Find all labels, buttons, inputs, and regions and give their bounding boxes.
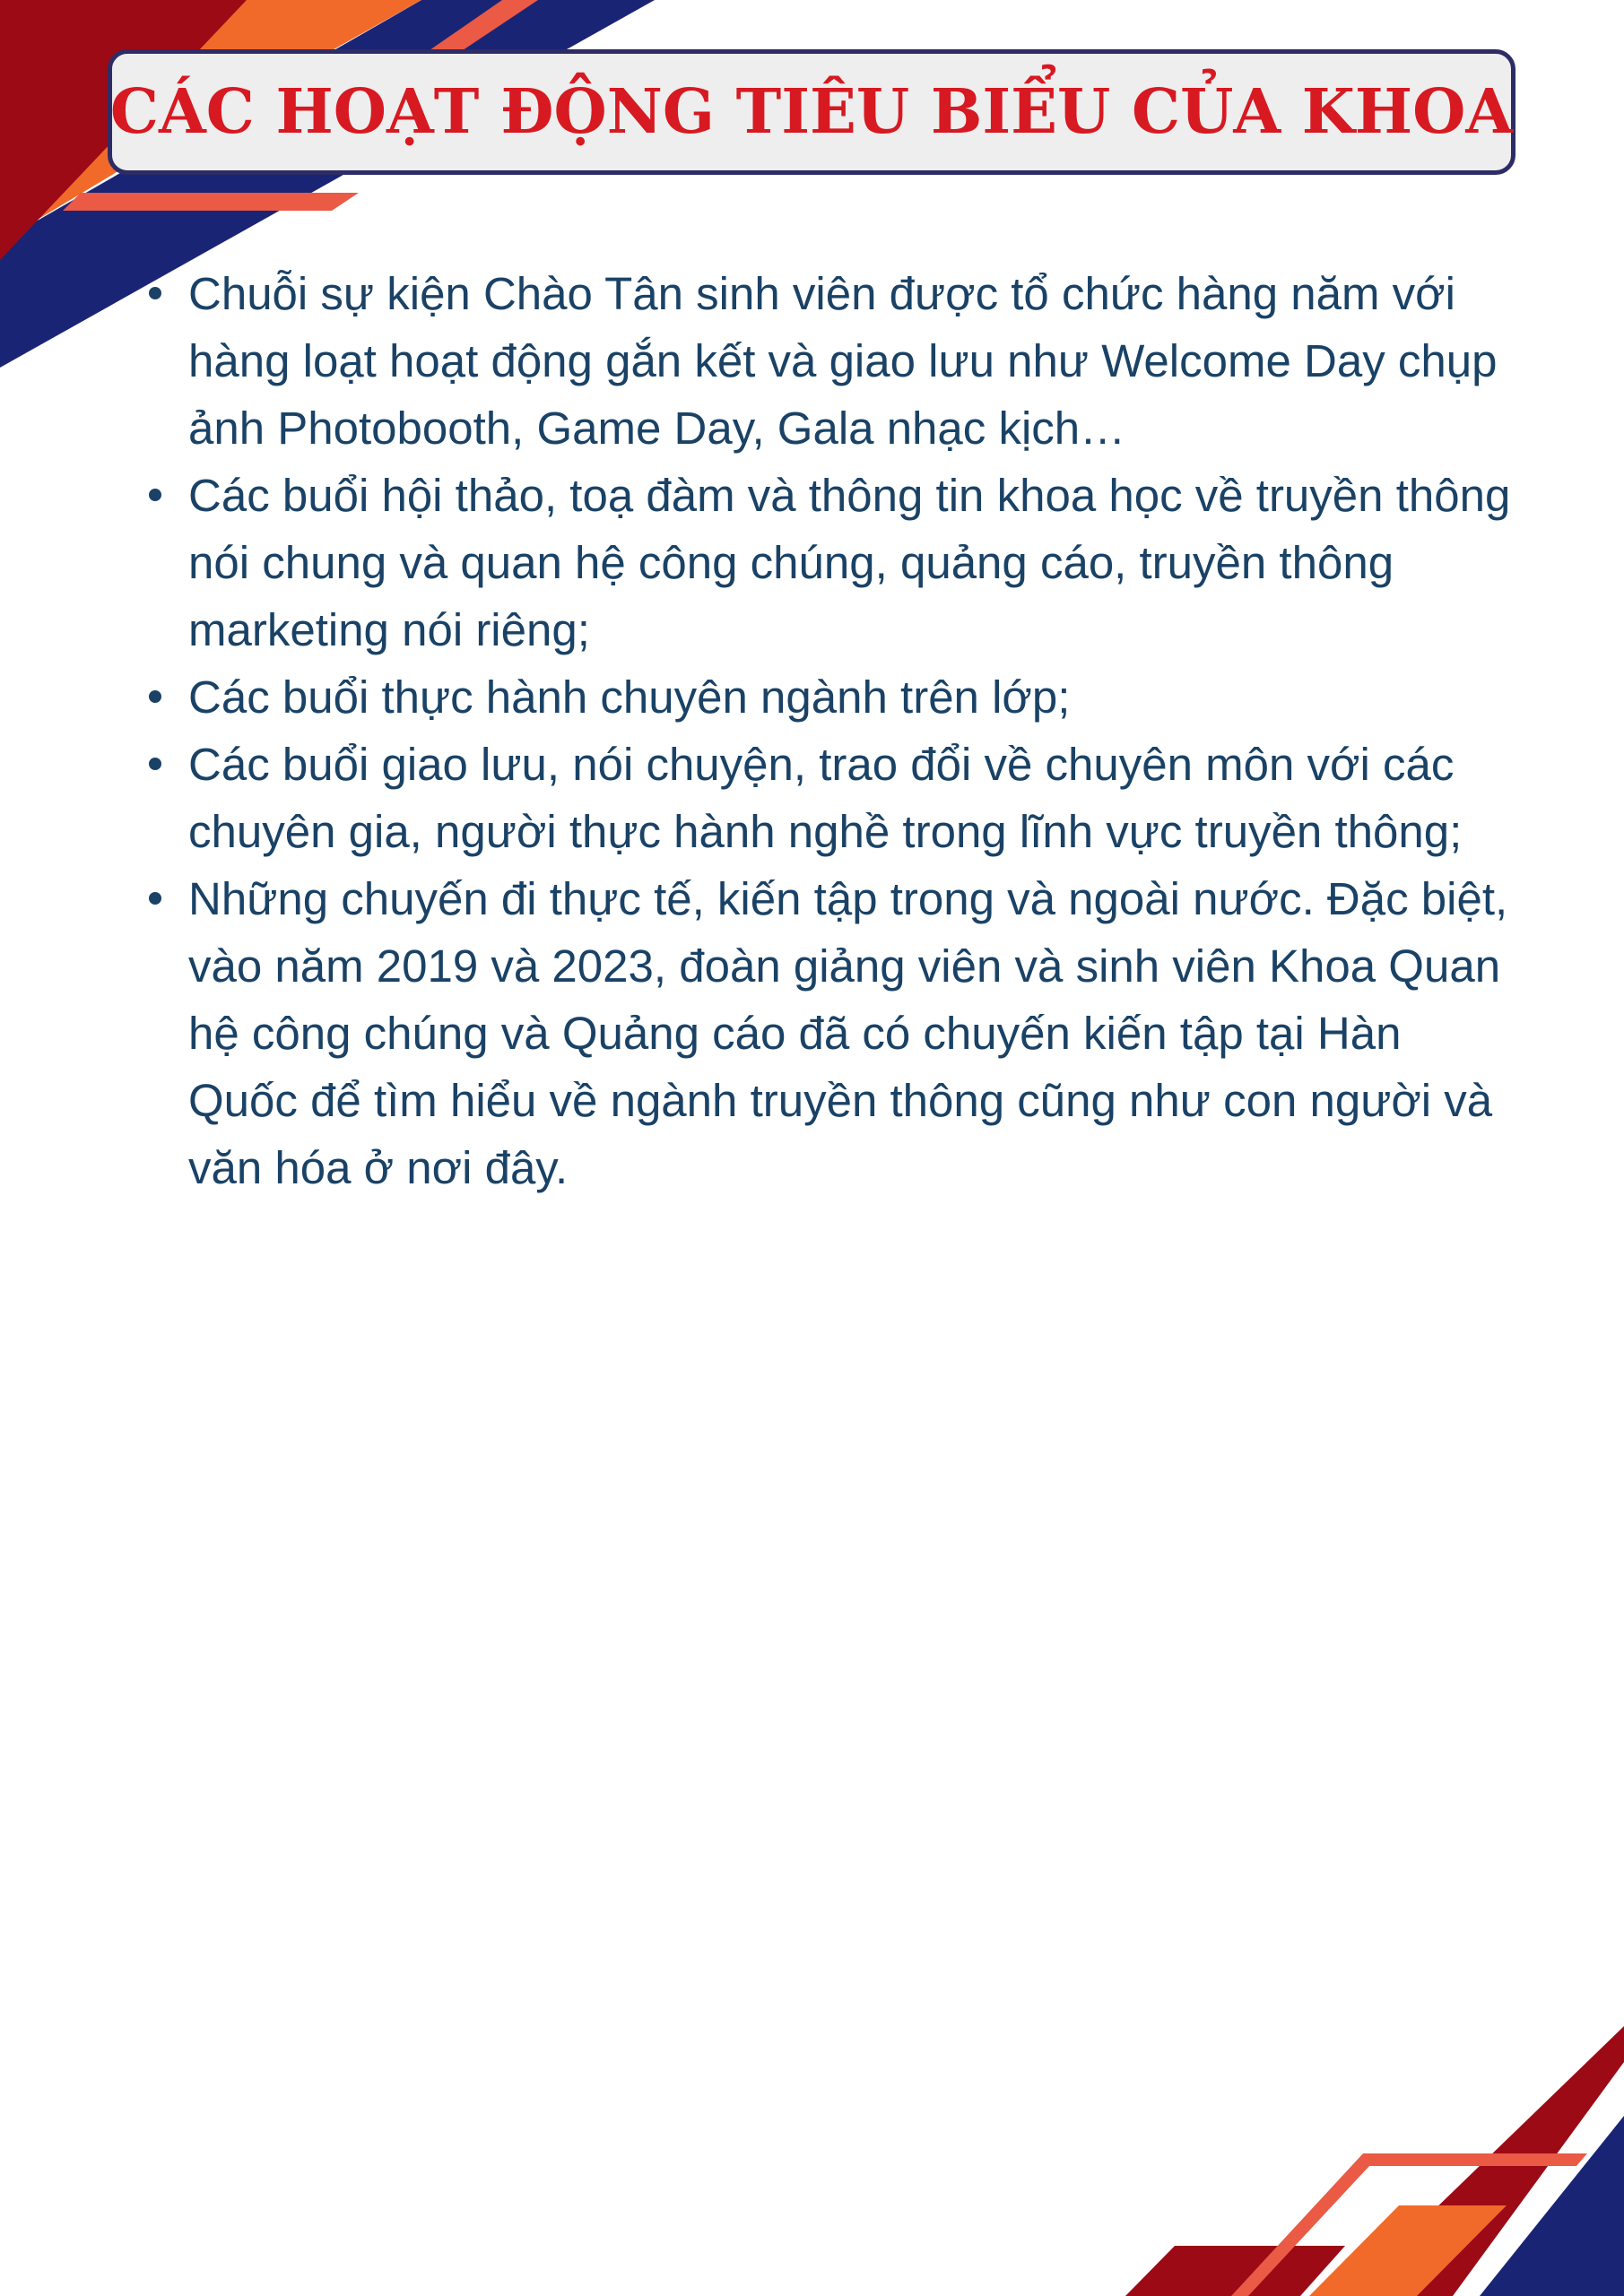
list-item-text: Những chuyến đi thực tế, kiến tập trong và ngoài nước. Đặc biệt, vào năm 2019 và 2023, đoàn giảng viên và sinh viên Khoa Quan hệ công chúng và Quảng cáo đã có chuyến kiến tập tại Hàn Quốc để tìm hiểu về ngành truyền thông cũng như con người và văn hóa ở nơi đây. [188, 873, 1508, 1193]
bullet-dot-icon [149, 758, 161, 770]
list-item [188, 260, 1520, 462]
list-item-text: Các buổi giao lưu, nói chuyện, trao đổi về chuyên môn với các chuyên gia, người thực hành nghề trong lĩnh vực truyền thông; [188, 739, 1463, 857]
list-item [188, 462, 1520, 663]
activity-list [135, 260, 1520, 1201]
bullet-dot-icon [149, 892, 161, 905]
bullet-dot-icon [149, 489, 161, 501]
list-item [188, 865, 1520, 1201]
list-item-text: Chuỗi sự kiện Chào Tân sinh viên được tổ chức hàng năm với hàng loạt hoạt động gắn kết và giao lưu như Welcome Day chụp ảnh Photobooth, Game Day, Gala nhạc kịch… [188, 268, 1498, 454]
bullet-dot-icon [149, 690, 161, 703]
page-title: CÁC HOẠT ĐỘNG TIÊU BIỂU CỦA KHOA [109, 76, 1514, 148]
list-item-text: Các buổi thực hành chuyên ngành trên lớp; [188, 671, 1071, 723]
bullet-dot-icon [149, 287, 161, 299]
list-item-text: Các buổi hội thảo, toạ đàm và thông tin khoa học về truyền thông nói chung và quan hệ công chúng, quảng cáo, truyền thông marketing nói riêng; [188, 470, 1511, 655]
list-item [188, 663, 1520, 731]
top-left-coral-bar [63, 193, 359, 211]
list-item [188, 731, 1520, 865]
title-banner [108, 49, 1515, 175]
bottom-right-red-base [1125, 2246, 1345, 2296]
